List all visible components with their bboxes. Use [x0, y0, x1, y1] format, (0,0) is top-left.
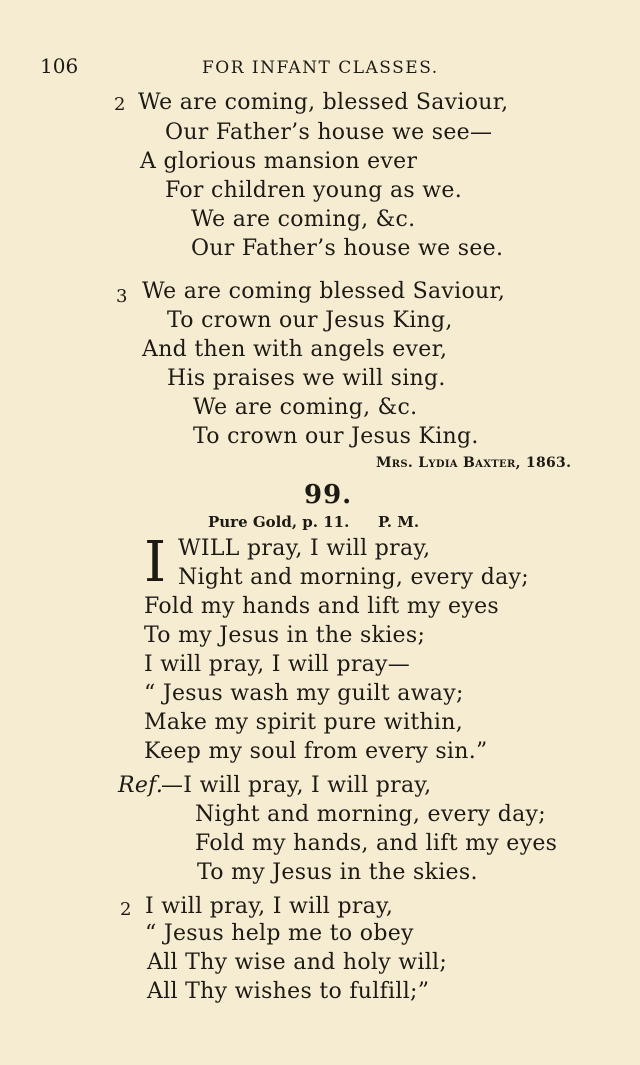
author-credit: Mrs. Lydia Baxter, 1863.	[376, 455, 572, 471]
meter: P. M.	[378, 513, 420, 531]
verse-line: Night and morning, every day;	[178, 565, 529, 590]
running-title: FOR INFANT CLASSES.	[202, 58, 439, 78]
stanza-number: 3	[116, 286, 128, 307]
verse-line: All Thy wise and holy will;	[147, 950, 448, 975]
verse-line: To crown our Jesus King.	[193, 424, 479, 449]
verse-line: A glorious mansion ever	[140, 149, 418, 174]
refrain-line: Night and morning, every day;	[195, 802, 546, 827]
verse-line: His praises we will sing.	[167, 366, 446, 391]
verse-line: I will pray, I will pray,	[145, 894, 394, 919]
verse-line: I will pray, I will pray—	[144, 652, 411, 677]
drop-cap: I	[144, 530, 167, 595]
refrain-label: Ref.	[118, 773, 164, 798]
hymn-number: 99.	[304, 480, 353, 510]
verse-line: “ Jesus help me to obey	[145, 921, 414, 946]
refrain-line: —I will pray, I will pray,	[161, 773, 432, 798]
refrain-line: Fold my hands, and lift my eyes	[195, 831, 558, 856]
stanza-number: 2	[120, 899, 132, 920]
verse-line: We are coming, &c.	[193, 395, 418, 420]
verse-line: We are coming, &c.	[191, 207, 416, 232]
verse-line: WILL pray, I will pray,	[178, 536, 431, 561]
verse-line: To my Jesus in the skies;	[144, 623, 426, 648]
refrain-line: To my Jesus in the skies.	[197, 860, 478, 885]
verse-line: Our Father’s house we see.	[191, 236, 504, 261]
stanza-number: 2	[114, 94, 126, 115]
verse-line: For children young as we.	[165, 178, 462, 203]
verse-line: We are coming blessed Saviour,	[142, 279, 506, 304]
tune-reference: Pure Gold, p. 11.	[208, 513, 350, 531]
page-number: 106	[40, 54, 79, 78]
verse-line: We are coming, blessed Saviour,	[138, 90, 509, 115]
verse-line: Keep my soul from every sin.”	[144, 739, 488, 764]
verse-line: Make my spirit pure within,	[144, 710, 464, 735]
verse-line: “ Jesus wash my guilt away;	[144, 681, 464, 706]
verse-line: Our Father’s house we see—	[165, 120, 493, 145]
verse-line: To crown our Jesus King,	[167, 308, 453, 333]
verse-line: And then with angels ever,	[142, 337, 448, 362]
verse-line: Fold my hands and lift my eyes	[144, 594, 499, 619]
verse-line: All Thy wishes to fulfill;”	[147, 979, 430, 1004]
